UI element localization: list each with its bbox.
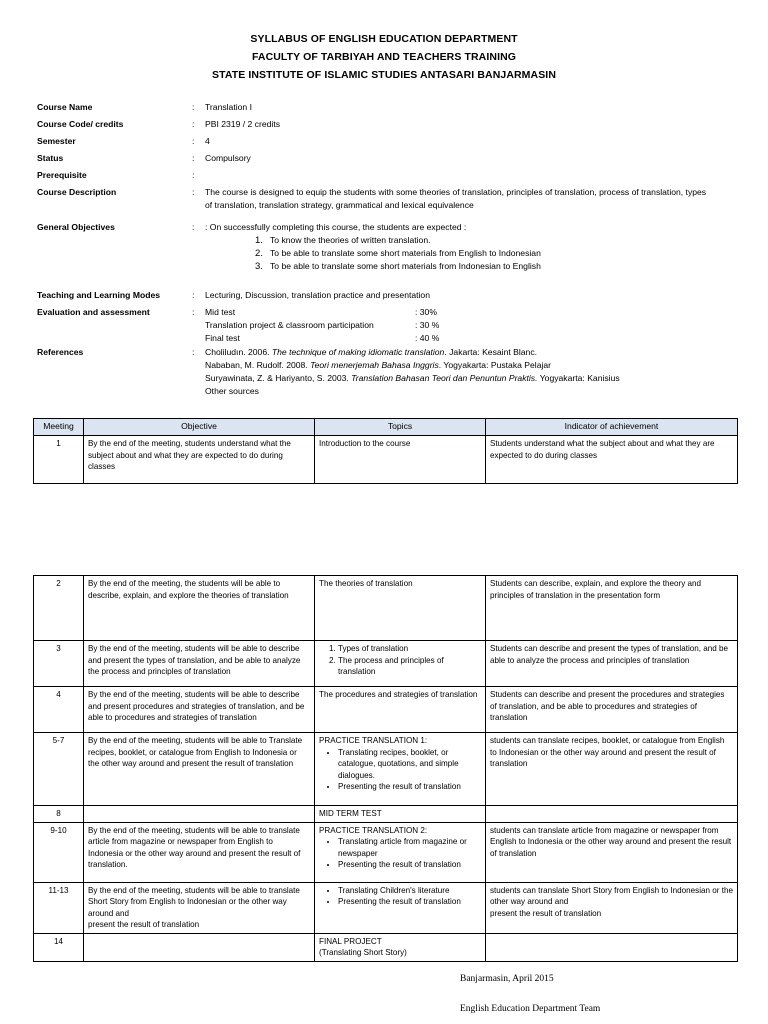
topic-cell [315,733,486,806]
header-objective: Objective [84,419,315,436]
topic-cell: FINAL PROJECT (Translating Short Story) [315,933,486,961]
objectives-row: General Objectives : : On successfully completing this course, the students are expected : 1. To know the theories of written translation. 2. To be able to translate some short materials from English to Indonesian 3. To be able to translate some short materials from Indonesian to English [37,221,737,289]
meeting-cell: 9-10 [34,822,84,882]
prerequisite-row: Prerequisite : [37,170,195,180]
evaluation-item: Final test : 40 % [205,333,440,343]
list-item: • Translating article from magazine or newspaper [338,836,481,859]
header-topics: Topics [315,419,486,436]
modes-row: Teaching and Learning Modes : Lecturing, Discussion, translation practice and presentation [37,289,737,306]
meeting-cell: 2 [34,576,84,641]
meeting-cell: 11-13 [34,882,84,933]
header-line-1: SYLLABUS OF ENGLISH EDUCATION DEPARTMENT [250,33,518,45]
indicator-cell [486,933,738,961]
meeting-cell: 8 [34,806,84,823]
reference-item: Other sources [205,386,259,396]
objective-number: 3. [255,261,263,272]
objective-cell: By the end of the meeting, students will be able to Translate recipes, booklet, or catalogue from English to Indonesia or the other way around and present the result of translation [84,733,315,806]
table-row [34,806,738,823]
indicator-cell: Students can describe, explain, and explore the theory and principles of translation in the presentation form [486,576,738,641]
topic-cell [315,641,486,687]
list-item: 2. The process and principles of translation [338,655,481,678]
references-row: References : Choliludın. 2006. The technique of making idiomatic translation. Jakarta: Kesaint Blanc. Nababan, M. Rudolf. 2008. Teori menerjemah Bahasa Inggris. Yogyakarta: Pustaka Pelajar Suryawinata, Z. & Hariyanto, S. 2003. Translation Bahasan Teori dan Penuntun Praktis. Yogyakarta: Kanisius Other sources [37,346,737,398]
meeting-cell: 5-7 [34,733,84,806]
syllabus-table-top [33,418,738,484]
header-line-2: FACULTY OF TARBIYAH AND TEACHERS TRAINING [251,51,517,63]
course-code-label: Course Code/ credits [37,119,124,129]
course-code-value: PBI 2319 / 2 credits [205,119,280,129]
objectives-label: General Objectives [37,222,115,232]
list-item: 1. Types of translation [338,643,481,655]
description-label: Course Description [37,187,117,197]
topic-title: PRACTICE TRANSLATION 1: [319,736,428,745]
course-code-row: Course Code/ credits : PBI 2319 / 2 credits [37,118,737,135]
topic-cell [315,882,486,933]
list-item: • Presenting the result of translation [338,859,481,871]
topic-cell: MID TERM TEST [315,806,486,823]
indicator-cell: Students understand what the subject about and what they are expected to do during classes [486,436,738,484]
status-value: Compulsory [205,153,251,163]
list-item [205,234,737,247]
description-row: Course Description : The course is designed to equip the students with some theories of translation, principles of translation, process of translation, types of translation, translation strategy, grammatical and lexical equivalence [37,186,737,221]
objective-text: To know the theories of written translation. [270,235,431,245]
description-value: The course is designed to equip the students with some theories of translation, principles of translation, process of translation, types of translation, translation strategy, grammatical and lexical equivalence [205,187,707,210]
table-row [34,687,738,733]
list-item [205,247,737,260]
meeting-cell: 1 [34,436,84,484]
evaluation-label: Evaluation and assessment [37,307,150,317]
header-meeting: Meeting [34,419,84,436]
status-row: Status : Compulsory [37,152,737,169]
course-name-value: Translation I [205,102,252,112]
list-item: • Presenting the result of translation [338,896,481,908]
objective-text: To be able to translate some short materials from English to Indonesian [270,248,541,258]
objective-cell: By the end of the meeting, students will be able to translate article from magazine or newspaper from English to Indonesia or the other way around and present the result of translation. [84,822,315,882]
topic-cell: The theories of translation [315,576,486,641]
evaluation-list [205,306,737,345]
list-item: • Presenting the result of translation [338,781,481,793]
objective-cell: By the end of the meeting, students will be able to describe and present procedures and strategies of translation, and be able to procedures and strategies of translation [84,687,315,733]
objectives-list [205,234,737,273]
indicator-cell: Students can describe and present the types of translation, and be able to analyze the process and principles of translation [486,641,738,687]
syllabus-table-bottom [33,575,738,962]
evaluation-row: Evaluation and assessment : Mid test : 30% Translation project & classroom participation : 30 % Final test : 40 % [37,306,737,346]
document-header [0,30,768,84]
meeting-cell: 14 [34,933,84,961]
objective-cell [84,933,315,961]
list-item: • Translating Children's literature [338,885,481,897]
topic-list [319,747,481,793]
semester-value: 4 [205,136,210,146]
course-name-label: Course Name [37,102,93,112]
course-info [37,101,737,398]
indicator-cell: students can translate article from magazine or newspaper from English to Indonesia or the other way around and present the result of translation [486,822,738,882]
references-label: References [37,347,84,357]
footer-team: English Education Department Team [460,1004,601,1014]
list-item: • Translating recipes, booklet, or catalogue, quotations, and simple dialogues. [338,747,481,782]
topic-list [319,885,481,908]
table-row [34,822,738,882]
objectives-intro: : On successfully completing this course, the students are expected : [205,222,467,232]
table-row [34,733,738,806]
objective-cell: By the end of the meeting, students will be able to describe and present the types of translation, and be able to analyze the process and principles of translation [84,641,315,687]
topic-cell: The procedures and strategies of translation [315,687,486,733]
reference-item: Suryawinata, Z. & Hariyanto, S. 2003. Translation Bahasan Teori dan Penuntun Praktis. Yogyakarta: Kanisius [205,373,620,383]
objective-cell: By the end of the meeting, the students will be able to describe, explain, and explore the theories of translation [84,576,315,641]
topic-list [319,643,481,678]
objective-number: 1. [255,235,263,246]
reference-item: Nababan, M. Rudolf. 2008. Teori menerjemah Bahasa Inggris. Yogyakarta: Pustaka Pelajar [205,360,552,370]
header-indicator: Indicator of achievement [486,419,738,436]
course-name-row: Course Name : Translation I [37,101,737,118]
list-item [205,260,737,273]
table-row [34,436,738,484]
prerequisite-label: Prerequisite [37,170,87,180]
evaluation-item: Translation project & classroom participation : 30 % [205,320,440,330]
reference-item: Choliludın. 2006. The technique of making idiomatic translation. Jakarta: Kesaint Blanc. [205,347,538,357]
evaluation-item: Mid test : 30% [205,307,437,317]
objective-text: To be able to translate some short materials from Indonesian to English [270,261,541,271]
table-row [34,882,738,933]
footer-place-date: Banjarmasin, April 2015 [460,974,554,984]
topic-list [319,836,481,871]
topic-cell [315,822,486,882]
meeting-cell: 3 [34,641,84,687]
header-line-3: STATE INSTITUTE OF ISLAMIC STUDIES ANTASARI BANJARMASIN [211,69,557,81]
objective-number: 2. [255,248,263,259]
table-row [34,576,738,641]
table-row [34,933,738,961]
objective-cell: By the end of the meeting, students understand what the subject about and what they are expected to do during classes [84,436,315,484]
semester-row: Semester : 4 [37,135,737,152]
modes-value: Lecturing, Discussion, translation practice and presentation [205,290,430,300]
modes-label: Teaching and Learning Modes [37,290,161,300]
indicator-cell: Students can describe and present the procedures and strategies of translation, and be able to procedures and strategies of translation [486,687,738,733]
semester-label: Semester [37,136,76,146]
meeting-cell: 4 [34,687,84,733]
table-header-row [34,419,738,436]
status-label: Status [37,153,64,163]
topic-title: PRACTICE TRANSLATION 2: [319,825,428,835]
indicator-cell: students can translate recipes, booklet, or catalogue from English to Indonesian or the other way around and present the result of translation [486,733,738,806]
table-row [34,641,738,687]
indicator-cell [486,806,738,823]
objective-cell: By the end of the meeting, students will be able to translate Short Story from English to Indonesian or the other way around and present the result of translation [84,882,315,933]
objective-cell [84,806,315,823]
topic-cell: Introduction to the course [315,436,486,484]
indicator-cell: students can translate Short Story from English to Indonesian or the other way around and present the result of translation [486,882,738,933]
references-list [205,346,737,398]
